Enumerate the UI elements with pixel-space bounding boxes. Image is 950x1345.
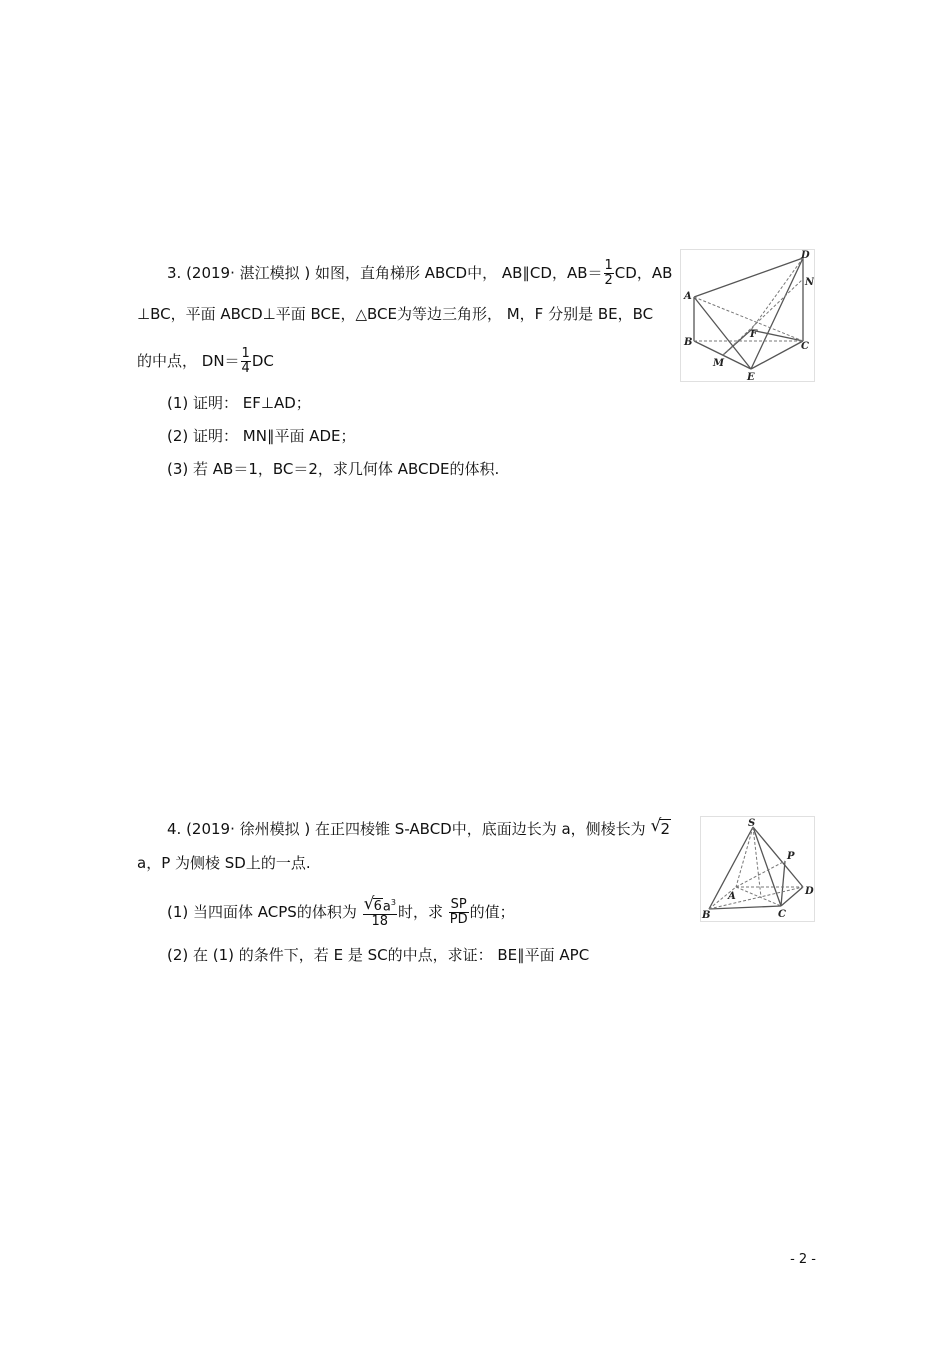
label-P: P [787, 851, 795, 862]
sqrt-two: √ 2 [650, 816, 671, 838]
problem4-question1 [167, 896, 515, 929]
problem4-text: 时，求 [397, 903, 443, 922]
page-number: - 2 - [790, 1252, 816, 1267]
label-F: F [750, 329, 758, 340]
problem4-text: 4. (2019· 徐州模拟 ) 在正四棱锥 S-ABCD中，底面边长为 a，侧棱长为 [167, 820, 646, 838]
trapezoid-solid-diagram [681, 250, 814, 381]
fraction-sp-pd: $\frac{SP}{PD}$ [449, 897, 468, 928]
problem3-question2: (2) 证明： MN∥平面 ADE； [167, 427, 356, 445]
problem4-figure [700, 816, 815, 922]
pyramid-diagram [701, 817, 814, 921]
fraction-one-half: $\frac{1}{2}$ [604, 258, 613, 288]
label-B: B [702, 910, 711, 921]
label-A: A [728, 891, 736, 902]
problem4-line1 [167, 816, 671, 839]
label-A: A [684, 291, 692, 302]
problem3-text: DC [251, 352, 274, 370]
problem3-line3 [137, 347, 274, 376]
fraction-volume: √ $6a^3$ 18 [363, 894, 396, 930]
label-D: D [805, 886, 814, 897]
label-C: C [778, 909, 786, 920]
label-C: C [801, 341, 809, 352]
label-D: D [801, 250, 810, 261]
problem3-text: 3. (2019· 湛江模拟 ) 如图，直角梯形 ABCD中， AB∥CD，AB＝ [167, 264, 603, 282]
problem4-question2: (2) 在 (1) 的条件下，若 E 是 SC的中点，求证： BE∥平面 APC [167, 946, 590, 964]
label-N: N [805, 277, 814, 288]
problem3-line2: ⊥BC，平面 ABCD⊥平面 BCE，△BCE为等边三角形， M，F 分别是 BE，BC [137, 305, 654, 323]
label-B: B [684, 337, 693, 348]
problem4-line2: a，P 为侧棱 SD上的一点. [137, 854, 311, 872]
label-S: S [748, 818, 756, 829]
problem3-line1 [167, 259, 672, 288]
problem3-question1: (1) 证明： EF⊥AD； [167, 394, 311, 412]
problem4-text: (1) 当四面体 ACPS的体积为 [167, 903, 357, 922]
problem3-text: CD，AB [614, 264, 673, 282]
problem4-text: 的值； [469, 903, 515, 922]
problem3-figure [680, 249, 815, 382]
label-M: M [713, 358, 725, 369]
label-E: E [747, 372, 755, 381]
problem3-question3: (3) 若 AB＝1，BC＝2，求几何体 ABCDE的体积. [167, 460, 500, 478]
problem3-text: 的中点， DN＝ [137, 352, 240, 370]
fraction-one-quarter: $\frac{1}{4}$ [241, 346, 250, 376]
